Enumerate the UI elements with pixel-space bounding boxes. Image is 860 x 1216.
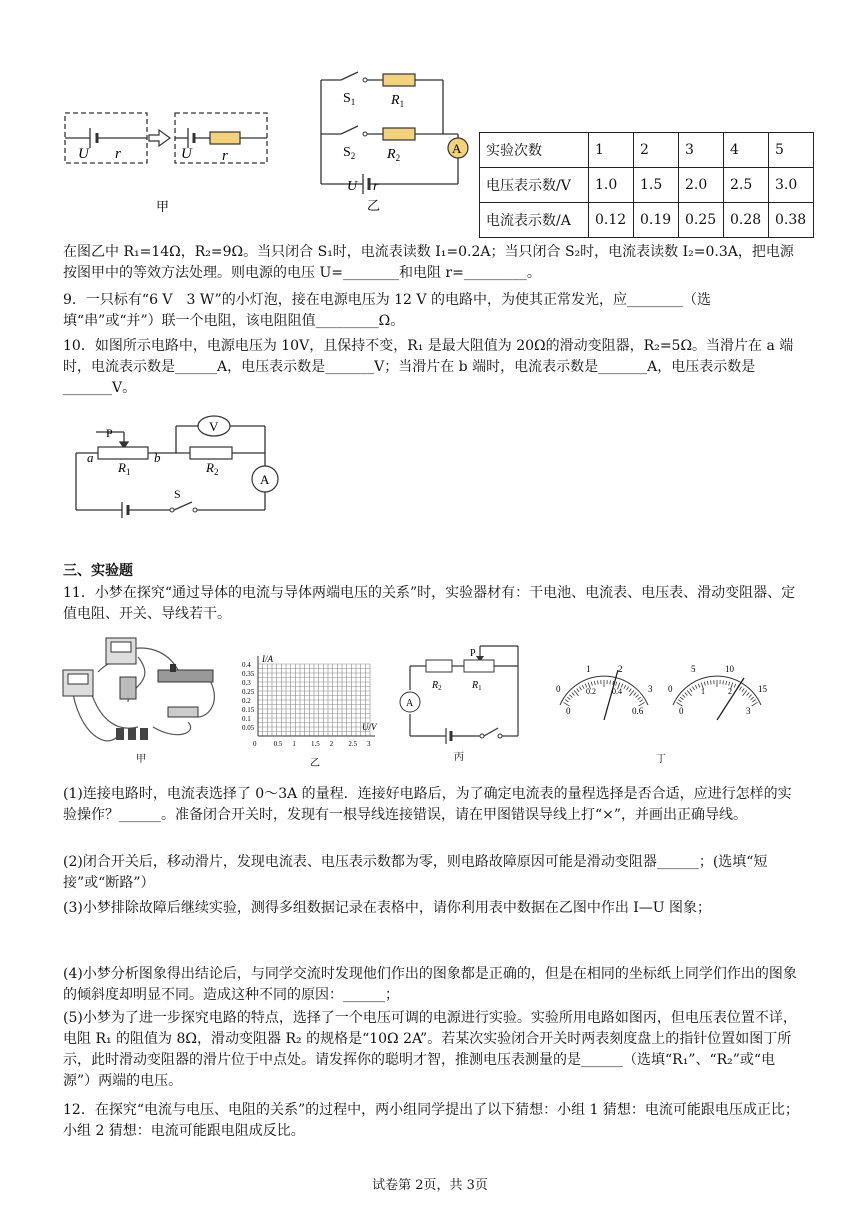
jia-u-label-2: U [181, 146, 192, 162]
yi-s1-label: $S_1$ [343, 91, 356, 107]
figure-jia [60, 108, 275, 218]
meter-tick [690, 688, 692, 691]
figure-yi [303, 62, 475, 214]
table-cell: 5 [769, 133, 814, 168]
meter1-end-0: 0 [566, 706, 571, 716]
q10-r1-label: $R_1$ [118, 460, 131, 477]
meter-tick [594, 681, 595, 685]
graph-ylabel: I/A [262, 654, 273, 664]
meter-tick [565, 700, 568, 702]
meter-tick [629, 690, 633, 695]
meter-tick [687, 690, 691, 695]
graph-xtick: 0 [253, 740, 257, 748]
question-11-part-2: (2)闭合开关后，移动滑片，发现电流表、电压表示数都为零，则电路故障原因可能是滑动变阻器______；(选填“短接”或“断路”） [63, 854, 768, 891]
table-cell: 电流表示数/A [480, 203, 589, 238]
meter-tick [685, 692, 688, 695]
jia-caption: 甲 [156, 199, 170, 214]
meter-tick [574, 690, 578, 695]
q11c-r1-label: $R_1$ [472, 680, 482, 692]
table-cell: 电压表示数/V [480, 168, 589, 203]
q11-caption-bing: 丙 [454, 752, 464, 763]
table-row [480, 168, 814, 203]
q10-r2-label: $R_2$ [206, 460, 219, 477]
meter-tick [626, 687, 628, 690]
graph-ytick: 0.2 [242, 697, 251, 705]
yi-caption: 乙 [367, 198, 381, 213]
meter-tick [751, 697, 754, 700]
table-cell: 1 [589, 133, 634, 168]
jia-r-label-2: r [222, 148, 228, 164]
graph-ytick: 0.15 [242, 706, 255, 714]
meter-tick [624, 685, 626, 689]
meter-tick [682, 695, 685, 698]
q10-switch-label: S [174, 487, 181, 501]
table-cell: 2.5 [724, 168, 769, 203]
question-11-part-5: (5)小梦为了进一步探究电路的特点，选择了一个电压可调的电源进行实验。实验所用电路如图丙，但电压表位置不详，电阻 R₁ 的阻值为 8Ω，滑动变阻器 R₂ 的规格是“10Ω 2A”。若某次实验闭合开关时两表刻度盘上的指针位置如图丁所示，此时滑动变阻器的滑片位于中点处。请发挥你的聪明才智，推测电压表测量的是______（选填“R₁”、“R₂”或“电源”）两端的电压。 [63, 1010, 797, 1089]
meter-tick [742, 690, 746, 695]
meter2-inner-1: 1 [701, 687, 705, 696]
graph-ytick: 0.05 [242, 724, 255, 732]
q10-p-label: P [106, 426, 113, 440]
meter1-top-2: 2 [618, 664, 623, 674]
graph-xtick: 0.5 [273, 740, 283, 748]
meter-tick [739, 687, 741, 690]
meter1-zero: 0 [556, 684, 561, 694]
meter1-top-1: 1 [586, 664, 591, 674]
meter2-zero: 0 [668, 684, 673, 694]
meter-tick [704, 682, 705, 686]
question-9-text: 9．一只标有“6 V 3 W”的小灯泡，接在电源电压为 12 V 的电路中，为使其正常发光，应________（选填“串”或“并”）联一个电阻，该电阻阻值_________Ω。 [63, 292, 711, 329]
table-cell: 2.0 [679, 168, 724, 203]
meter-tick [723, 680, 724, 684]
meter-tick [638, 697, 641, 700]
meter-tick [577, 688, 579, 691]
question-12-text: 12．在探究“电流与电压、电阻的关系”的过程中，两小组同学提出了以下猜想：小组 1 猜想：电流可能跟电压成正比；小组 2 猜想：电流可能跟电阻成反比。 [63, 1102, 799, 1139]
table-cell: 4 [724, 133, 769, 168]
yi-u-label: U [347, 179, 358, 194]
figure-q11-apparatus [58, 632, 230, 767]
q11-caption-ding: 丁 [656, 754, 666, 765]
meter2-end-15: 15 [758, 684, 767, 694]
meter-tick [569, 695, 572, 698]
question-11-part-4: (4)小梦分析图象得出结论后，与同学交流时发现他们作出的图象都是正确的，但是在相同的坐标纸上同学们作出的图象的倾斜度却明显不同。造成这种不同的原因：______； [63, 966, 797, 1003]
q11-caption-yi: 乙 [310, 758, 320, 769]
question-11-intro: 11．小梦在探究“通过导体的电流与导体两端电压的关系”时，实验器材有：干电池、电流表、电压表、滑动变阻器、定值电阻、开关、导线若干。 [63, 585, 796, 622]
meter-tick [639, 700, 642, 702]
meter1-inner-1: 0.2 [586, 687, 596, 696]
question-11-part-1: (1)连接电路时，电流表选择了 0～3A 的量程．连接好电路后，为了确定电流表的量程选择是否合适，应进行怎样的实验操作？______。准备闭合开关时，发现有一根导线连接错误，请在甲图错误导线上打“×”，并画出正确导线。 [63, 786, 792, 823]
yi-r1-label: $R_1$ [391, 93, 405, 109]
q11c-p-label: P [470, 648, 476, 659]
meter-tick [752, 700, 755, 702]
meter-tick [729, 682, 730, 686]
meter2-needle [717, 678, 744, 720]
meter2-inner-2: 2 [728, 687, 732, 696]
figure-q11-graph [240, 650, 388, 770]
data-table [479, 132, 814, 238]
meter-tick [636, 695, 639, 698]
meter-tick [752, 702, 758, 706]
figure-q11-meters [548, 650, 778, 770]
meter1-inner-2: 0.4 [612, 687, 622, 696]
meter-tick [567, 697, 570, 700]
table-cell: 1.5 [634, 168, 679, 203]
meter-tick [582, 685, 584, 689]
meter-tick [680, 697, 683, 700]
question-11-part-3: (3)小梦排除故障后继续实验，测得多组数据记录在表格中，请你利用表中数据在乙图中作出 I—U 图象； [63, 900, 712, 916]
yi-r2-label: $R_2$ [387, 147, 401, 163]
meter-tick [678, 700, 681, 702]
q10-ammeter-label: A [260, 472, 270, 487]
graph-ytick: 0.3 [242, 679, 251, 687]
q11c-r2-label: $R_2$ [432, 680, 442, 692]
jia-r-label: r [115, 146, 121, 162]
graph-xtick: 3 [367, 740, 371, 748]
table-cell: 3 [679, 133, 724, 168]
q11c-ammeter-label: A [406, 698, 414, 709]
page-footer: 试卷第 2页，共 3页 [372, 1178, 488, 1193]
figure-q11-circuit [396, 640, 524, 765]
table-cell: 2 [634, 133, 679, 168]
graph-xtick: 1 [292, 740, 296, 748]
yi-r-label: r [373, 179, 379, 194]
figure-q10-circuit [70, 410, 285, 522]
table-cell: 0.12 [589, 203, 634, 238]
jia-u-label: U [78, 146, 89, 162]
q10-b-end-label: b [154, 450, 161, 465]
meter-tick [598, 680, 599, 684]
yi-ammeter-label: A [452, 141, 462, 156]
meter-tick [629, 688, 631, 691]
question-10-text: 10．如图所示电路中，电源电压为 10V，且保持不变，R₁ 是最大阻值为 20Ω的滑动变阻器，R₂=5Ω。当滑片在 a 端时，电流表示数是______A，电压表示数是_______V；当滑片在 b 端时，电流表示数是_______A，电压表示数是_______V。 [63, 338, 794, 396]
graph-ytick: 0.4 [242, 661, 251, 669]
meter2-end-3: 3 [746, 706, 751, 716]
graph-ytick: 0.1 [242, 715, 251, 723]
question-8-text: 在图乙中 R₁=14Ω，R₂=9Ω。当只闭合 S₁时，电流表读数 I₁=0.2A；当只闭合 S₂时，电流表读数 I₂=0.3A，把电源按图甲中的等效方法处理。则电源的电压 U=________和电阻 r=_________。 [63, 244, 794, 281]
meter-tick [579, 687, 581, 690]
q11-caption-jia: 甲 [136, 754, 146, 765]
meter-tick [711, 680, 712, 684]
table-cell: 0.38 [769, 203, 814, 238]
graph-xlabel: U/V [362, 722, 377, 732]
table-cell: 0.28 [724, 203, 769, 238]
meter-tick [610, 680, 611, 684]
meter-tick [742, 688, 744, 691]
graph-xtick: 1.5 [311, 740, 320, 748]
meter-tick [591, 682, 592, 686]
meter-tick [698, 684, 700, 688]
graph-ytick: 0.25 [242, 688, 255, 696]
table-row [480, 203, 814, 238]
meter-tick [707, 681, 708, 685]
graph-xtick: 2 [329, 740, 334, 748]
meter-tick [692, 687, 694, 690]
meter-tick [734, 684, 736, 688]
q10-voltmeter-label: V [209, 419, 219, 434]
table-cell: 0.25 [679, 203, 724, 238]
table-row [480, 133, 814, 168]
yi-s2-label: $S_2$ [343, 145, 356, 161]
meter-tick [749, 695, 752, 698]
table-cell: 0.19 [634, 203, 679, 238]
table-cell: 3.0 [769, 168, 814, 203]
q10-a-end-label: a [87, 450, 94, 465]
table-cell: 实验次数 [480, 133, 589, 168]
meter1-end-3: 3 [648, 684, 653, 694]
table-cell: 1.0 [589, 168, 634, 203]
meter-tick [695, 685, 697, 689]
graph-ytick: 0.35 [242, 670, 255, 678]
meter2-top-1: 5 [691, 664, 696, 674]
meter-tick [726, 681, 727, 685]
meter-tick [634, 692, 637, 695]
graph-xtick: 2.5 [348, 740, 358, 748]
section-title: 三、实验题 [63, 563, 133, 579]
meter-tick [572, 692, 575, 695]
meter-tick [616, 682, 617, 686]
meter1-end-06: 0.6 [632, 706, 644, 716]
meter-tick [747, 692, 750, 695]
meter2-end-0: 0 [679, 706, 684, 716]
meter2-top-2: 10 [725, 664, 734, 674]
